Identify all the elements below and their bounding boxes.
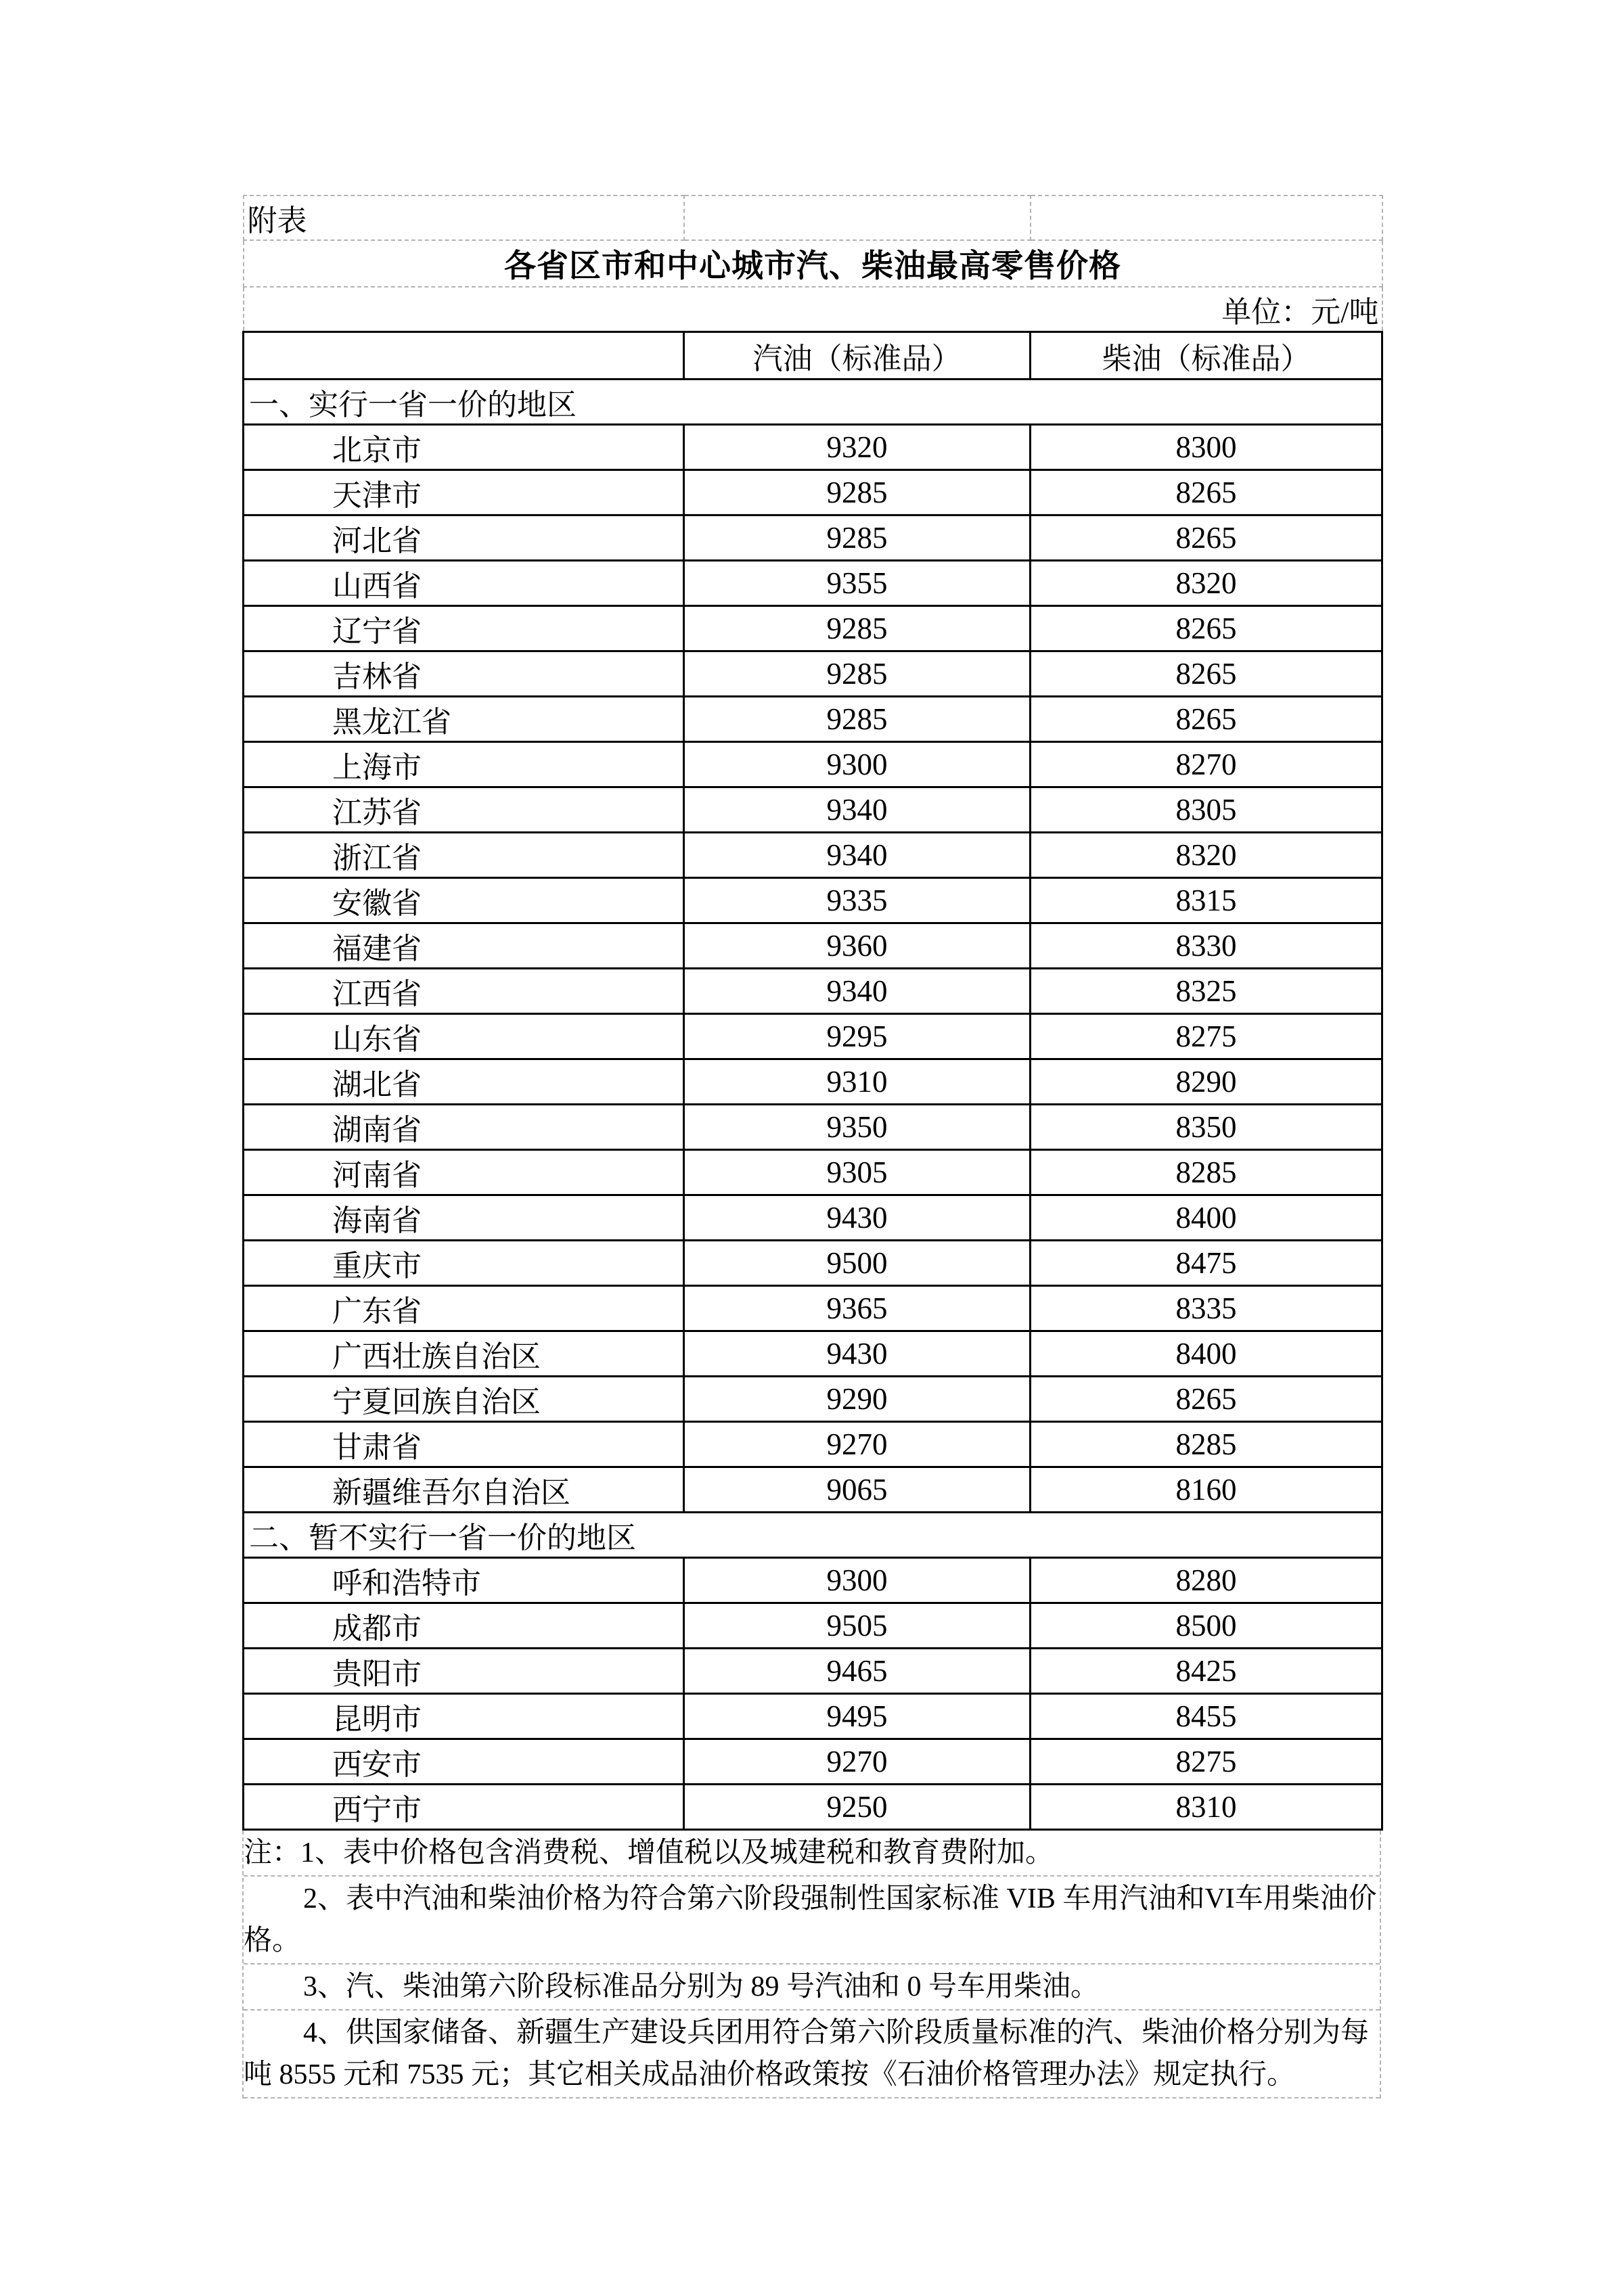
- table-row: [244, 651, 1382, 697]
- diesel-price-cell: 8265: [1031, 697, 1382, 742]
- diesel-price-cell: 8315: [1031, 878, 1382, 923]
- region-cell: 江苏省: [244, 787, 684, 833]
- region-cell: 浙江省: [244, 833, 684, 878]
- note-line: 2、表中汽油和柴油价格为符合第六阶段强制性国家标准 VIB 车用汽油和VI车用柴油价: [303, 1883, 1377, 1914]
- gasoline-price-cell: 9430: [684, 1195, 1031, 1241]
- region-cell: 新疆维吾尔自治区: [244, 1467, 684, 1513]
- page-title: 各省区市和中心城市汽、柴油最高零售价格: [244, 240, 1382, 287]
- gasoline-price-cell: 9340: [684, 787, 1031, 833]
- diesel-price-cell: 8275: [1031, 1014, 1382, 1059]
- region-cell: 吉林省: [244, 651, 684, 697]
- gasoline-price-cell: 9320: [684, 425, 1031, 470]
- diesel-price-cell: 8265: [1031, 1377, 1382, 1422]
- title-row: [244, 240, 1382, 287]
- region-cell: 山东省: [244, 1014, 684, 1059]
- note-line: 4、供国家储备、新疆生产建设兵团用符合第六阶段质量标准的汽、柴油价格分别为每: [303, 2017, 1370, 2048]
- gasoline-price-cell: 9495: [684, 1694, 1031, 1739]
- diesel-price-cell: 8265: [1031, 470, 1382, 515]
- table-row: [244, 1059, 1382, 1105]
- diesel-price-cell: 8400: [1031, 1331, 1382, 1377]
- price-table: [242, 195, 1383, 1831]
- gasoline-price-cell: 9285: [684, 515, 1031, 561]
- note-item: [244, 1831, 1380, 1877]
- table-row: [244, 1467, 1382, 1513]
- gasoline-price-cell: 9310: [684, 1059, 1031, 1105]
- empty-cell: [684, 196, 1031, 240]
- table-row: [244, 833, 1382, 878]
- table-row: [244, 606, 1382, 651]
- region-cell: 江西省: [244, 969, 684, 1014]
- column-header-diesel: 柴油（标准品）: [1031, 332, 1382, 380]
- table-row: [244, 878, 1382, 923]
- diesel-price-cell: 8475: [1031, 1241, 1382, 1286]
- gasoline-price-cell: 9305: [684, 1150, 1031, 1195]
- table-row: [244, 1694, 1382, 1739]
- region-cell: 山西省: [244, 561, 684, 606]
- diesel-price-cell: 8325: [1031, 969, 1382, 1014]
- diesel-price-cell: 8455: [1031, 1694, 1382, 1739]
- gasoline-price-cell: 9250: [684, 1785, 1031, 1830]
- gasoline-price-cell: 9285: [684, 606, 1031, 651]
- diesel-price-cell: 8285: [1031, 1150, 1382, 1195]
- note-line: 3、汽、柴油第六阶段标准品分别为 89 号汽油和 0 号车用柴油。: [303, 1971, 1100, 2002]
- diesel-price-cell: 8285: [1031, 1422, 1382, 1467]
- diesel-price-cell: 8330: [1031, 923, 1382, 969]
- diesel-price-cell: 8500: [1031, 1603, 1382, 1649]
- sheet-label: 附表: [244, 196, 684, 240]
- section-header: 二、暂不实行一省一价的地区: [244, 1513, 1382, 1558]
- sheet-label-row: [244, 196, 1382, 240]
- gasoline-price-cell: 9500: [684, 1241, 1031, 1286]
- region-cell: 河南省: [244, 1150, 684, 1195]
- note-line: 格。: [244, 1925, 301, 1956]
- gasoline-price-cell: 9285: [684, 470, 1031, 515]
- note-item: [244, 1877, 1380, 1965]
- region-cell: 广东省: [244, 1286, 684, 1331]
- diesel-price-cell: 8320: [1031, 561, 1382, 606]
- region-cell: 呼和浩特市: [244, 1558, 684, 1603]
- gasoline-price-cell: 9335: [684, 878, 1031, 923]
- table-row: [244, 923, 1382, 969]
- region-cell: 辽宁省: [244, 606, 684, 651]
- region-cell: 贵阳市: [244, 1649, 684, 1694]
- table-row: [244, 697, 1382, 742]
- diesel-price-cell: 8310: [1031, 1785, 1382, 1830]
- gasoline-price-cell: 9300: [684, 742, 1031, 787]
- table-row: [244, 470, 1382, 515]
- gasoline-price-cell: 9300: [684, 1558, 1031, 1603]
- diesel-price-cell: 8275: [1031, 1739, 1382, 1785]
- region-cell: 西宁市: [244, 1785, 684, 1830]
- gasoline-price-cell: 9065: [684, 1467, 1031, 1513]
- region-cell: 湖北省: [244, 1059, 684, 1105]
- table-row: [244, 1558, 1382, 1603]
- gasoline-price-cell: 9295: [684, 1014, 1031, 1059]
- notes-section: [242, 1831, 1381, 2098]
- gasoline-price-cell: 9285: [684, 651, 1031, 697]
- gasoline-price-cell: 9350: [684, 1105, 1031, 1150]
- section-header-row: [244, 1513, 1382, 1558]
- region-cell: 成都市: [244, 1603, 684, 1649]
- table-row: [244, 1785, 1382, 1830]
- diesel-price-cell: 8160: [1031, 1467, 1382, 1513]
- region-cell: 黑龙江省: [244, 697, 684, 742]
- gasoline-price-cell: 9505: [684, 1603, 1031, 1649]
- table-row: [244, 1241, 1382, 1286]
- diesel-price-cell: 8265: [1031, 651, 1382, 697]
- column-header-row: [244, 332, 1382, 380]
- region-cell: 湖南省: [244, 1105, 684, 1150]
- gasoline-price-cell: 9290: [684, 1377, 1031, 1422]
- table-row: [244, 1603, 1382, 1649]
- region-cell: 西安市: [244, 1739, 684, 1785]
- table-row: [244, 1331, 1382, 1377]
- diesel-price-cell: 8290: [1031, 1059, 1382, 1105]
- note-item: [244, 1965, 1380, 2011]
- region-cell: 上海市: [244, 742, 684, 787]
- region-cell: 河北省: [244, 515, 684, 561]
- diesel-price-cell: 8270: [1031, 742, 1382, 787]
- gasoline-price-cell: 9465: [684, 1649, 1031, 1694]
- gasoline-price-cell: 9340: [684, 833, 1031, 878]
- table-row: [244, 1105, 1382, 1150]
- table-row: [244, 787, 1382, 833]
- region-cell: 福建省: [244, 923, 684, 969]
- table-row: [244, 1649, 1382, 1694]
- diesel-price-cell: 8350: [1031, 1105, 1382, 1150]
- table-row: [244, 1195, 1382, 1241]
- region-cell: 广西壮族自治区: [244, 1331, 684, 1377]
- region-cell: 天津市: [244, 470, 684, 515]
- column-header-gasoline: 汽油（标准品）: [684, 332, 1031, 380]
- table-row: [244, 1739, 1382, 1785]
- section-header-row: [244, 380, 1382, 425]
- note-line: 吨 8555 元和 7535 元；其它相关成品油价格政策按《石油价格管理办法》规定执行。: [244, 2059, 1296, 2090]
- region-cell: 重庆市: [244, 1241, 684, 1286]
- diesel-price-cell: 8400: [1031, 1195, 1382, 1241]
- diesel-price-cell: 8265: [1031, 515, 1382, 561]
- gasoline-price-cell: 9285: [684, 697, 1031, 742]
- table-row: [244, 1014, 1382, 1059]
- diesel-price-cell: 8300: [1031, 425, 1382, 470]
- unit-row: [244, 287, 1382, 332]
- gasoline-price-cell: 9430: [684, 1331, 1031, 1377]
- gasoline-price-cell: 9365: [684, 1286, 1031, 1331]
- region-cell: 甘肃省: [244, 1422, 684, 1467]
- region-cell: 昆明市: [244, 1694, 684, 1739]
- diesel-price-cell: 8305: [1031, 787, 1382, 833]
- sheet: [242, 195, 1381, 2098]
- diesel-price-cell: 8280: [1031, 1558, 1382, 1603]
- table-row: [244, 1150, 1382, 1195]
- table-row: [244, 561, 1382, 606]
- region-cell: 宁夏回族自治区: [244, 1377, 684, 1422]
- gasoline-price-cell: 9270: [684, 1739, 1031, 1785]
- note-item: [244, 2011, 1380, 2098]
- gasoline-price-cell: 9355: [684, 561, 1031, 606]
- region-cell: 安徽省: [244, 878, 684, 923]
- diesel-price-cell: 8320: [1031, 833, 1382, 878]
- diesel-price-cell: 8265: [1031, 606, 1382, 651]
- table-row: [244, 1422, 1382, 1467]
- table-row: [244, 1377, 1382, 1422]
- table-row: [244, 425, 1382, 470]
- diesel-price-cell: 8425: [1031, 1649, 1382, 1694]
- region-cell: 北京市: [244, 425, 684, 470]
- table-row: [244, 1286, 1382, 1331]
- region-cell: 海南省: [244, 1195, 684, 1241]
- gasoline-price-cell: 9340: [684, 969, 1031, 1014]
- note-line: 注：1、表中价格包含消费税、增值税以及城建税和教育费附加。: [244, 1837, 1054, 1868]
- unit-label: 单位：元/吨: [244, 287, 1382, 332]
- table-row: [244, 742, 1382, 787]
- price-table-body: [244, 196, 1382, 1830]
- empty-cell: [1031, 196, 1382, 240]
- table-row: [244, 969, 1382, 1014]
- gasoline-price-cell: 9270: [684, 1422, 1031, 1467]
- column-header-region: [244, 332, 684, 380]
- table-row: [244, 515, 1382, 561]
- section-header: 一、实行一省一价的地区: [244, 380, 1382, 425]
- diesel-price-cell: 8335: [1031, 1286, 1382, 1331]
- gasoline-price-cell: 9360: [684, 923, 1031, 969]
